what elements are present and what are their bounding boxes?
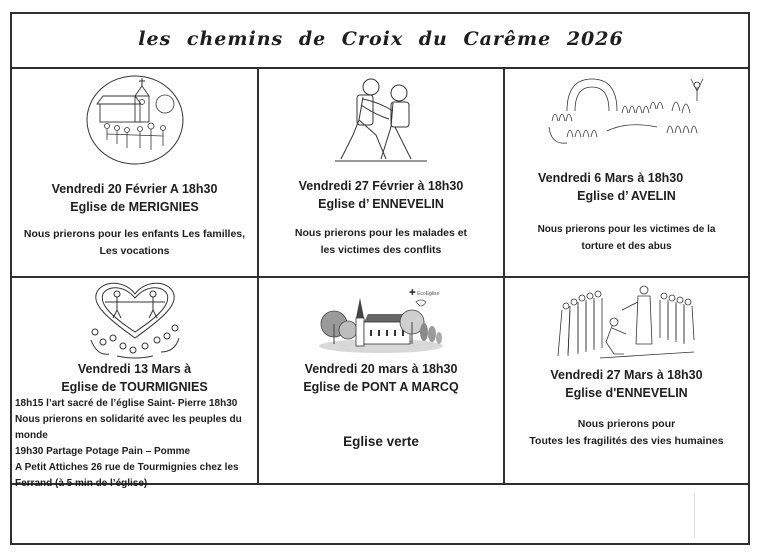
event-place: Eglise d’ AVELIN (577, 189, 676, 203)
event-cell-ennevelin-mars (505, 278, 748, 483)
event-description-line: Nous prierons pour (577, 418, 676, 430)
event-place: Eglise d’ ENNEVELIN (318, 197, 444, 211)
event-place: Eglise d'ENNEVELIN (565, 386, 688, 400)
event-description-line: A Petit Attiches 26 rue de Tourmignies chez les (15, 462, 239, 473)
event-place: Eglise de MERIGNIES (70, 200, 199, 214)
event-description-line: Ferrand (à 5 min de l’église) (15, 478, 148, 489)
event-date: Vendredi 13 Mars à (77, 362, 192, 376)
event-date: Vendredi 20 mars à 18h30 (304, 362, 458, 376)
event-cell-pont-a-marcq (259, 278, 503, 483)
event-description-line: monde (15, 430, 48, 441)
ecoeglise-logo: ✚ EcoEglise (409, 288, 440, 297)
event-date: Vendredi 6 Mars à 18h30 (538, 171, 684, 185)
event-place: Eglise de PONT A MARCQ (303, 380, 459, 394)
empty-footer-box (12, 485, 748, 541)
two-people-embracing-illustration (259, 75, 503, 163)
church-procession-illustration (12, 74, 257, 166)
event-description-line: Nous prierons en solidarité avec les peuples du (15, 414, 242, 425)
event-place: Eglise de TOURMIGNIES (61, 380, 208, 394)
crowd-scene-illustration (505, 71, 748, 147)
cross-icon: ✚ (409, 288, 416, 297)
event-cell-avelin (505, 69, 748, 276)
event-description-line: Toutes les fragilités des vies humaines (529, 435, 724, 447)
event-description-line: 18h15 l’art sacré de l’église Saint- Pierre 18h30 (15, 398, 238, 409)
event-description-line: les victimes des conflits (320, 244, 442, 256)
event-description-line: Eglise verte (343, 434, 419, 449)
event-description-line: Nous prierons pour les victimes de la (537, 224, 716, 235)
event-cell-merignies (12, 69, 257, 276)
event-cell-tourmignies (12, 278, 257, 489)
event-date: Vendredi 20 Février A 18h30 (51, 182, 218, 196)
event-cell-ennevelin-fevrier (259, 69, 503, 276)
event-date: Vendredi 27 Mars à 18h30 (550, 368, 703, 382)
event-description-line: 19h30 Partage Potage Pain – Pomme (15, 446, 191, 457)
event-description-line: Nous prierons pour les enfants Les familles, (23, 228, 246, 240)
event-description-line: torture et des abus (581, 241, 672, 252)
green-church-illustration (259, 294, 503, 354)
event-description-line: Les vocations (99, 245, 170, 257)
poster-title: les chemins de Croix du Carême 2026 (138, 28, 624, 50)
event-description-line: Nous prierons pour les malades et (294, 227, 468, 239)
event-date: Vendredi 27 Février à 18h30 (298, 179, 464, 193)
kneeling-before-jesus-illustration (505, 284, 748, 362)
heart-people-illustration (12, 280, 257, 360)
